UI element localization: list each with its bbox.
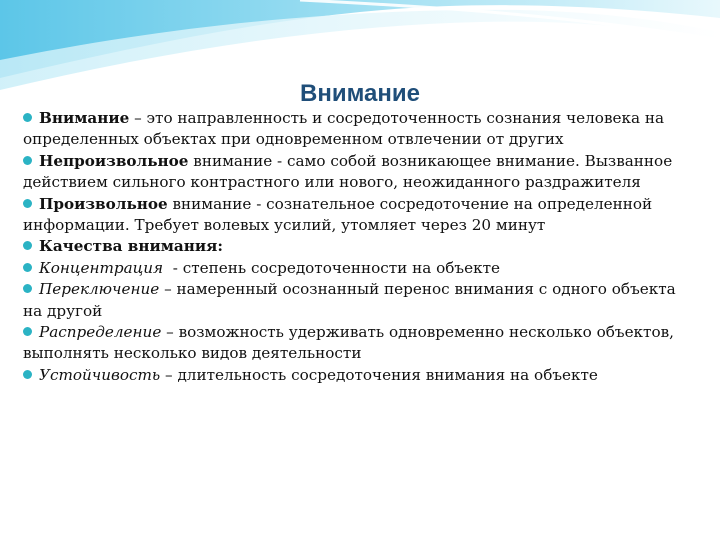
bullet-icon [23,284,32,293]
header-wave-decoration [0,0,720,90]
bullet-icon [23,370,32,379]
bullet-icon [23,327,32,336]
bullet-icon [23,263,32,272]
list-item: Непроизвольное внимание - само собой возникающее внимание. Вызванное действием сильного контрастного или нового, неожиданного раздражителя [23,151,673,192]
list-item: Переключение – намеренный осознанный перенос внимания с одного объекта на другой [23,280,676,320]
list-item: Распределение – возможность удерживать одновременно несколько объектов, выполнять несколько видов деятельности [23,323,674,363]
list-item: Концентрация - степень сосредоточенности на объекте [23,258,695,279]
bullet-icon [23,113,32,122]
bullet-list [23,108,695,386]
list-item: Качества внимания: [23,236,695,257]
list-item: Устойчивость – длительность сосредоточения внимания на объекте [23,365,695,386]
bullet-icon [23,156,32,165]
bullet-icon [23,199,32,208]
bullet-icon [23,241,32,250]
list-item: Внимание – это направленность и сосредоточенность сознания человека на определенных объектах при одновременном отвлечении от других [23,109,665,149]
list-item: Произвольное внимание - сознательное сосредоточение на определенной информации. Требует волевых усилий, утомляет через 20 минут [23,194,653,235]
page-title: Внимание [300,80,420,107]
